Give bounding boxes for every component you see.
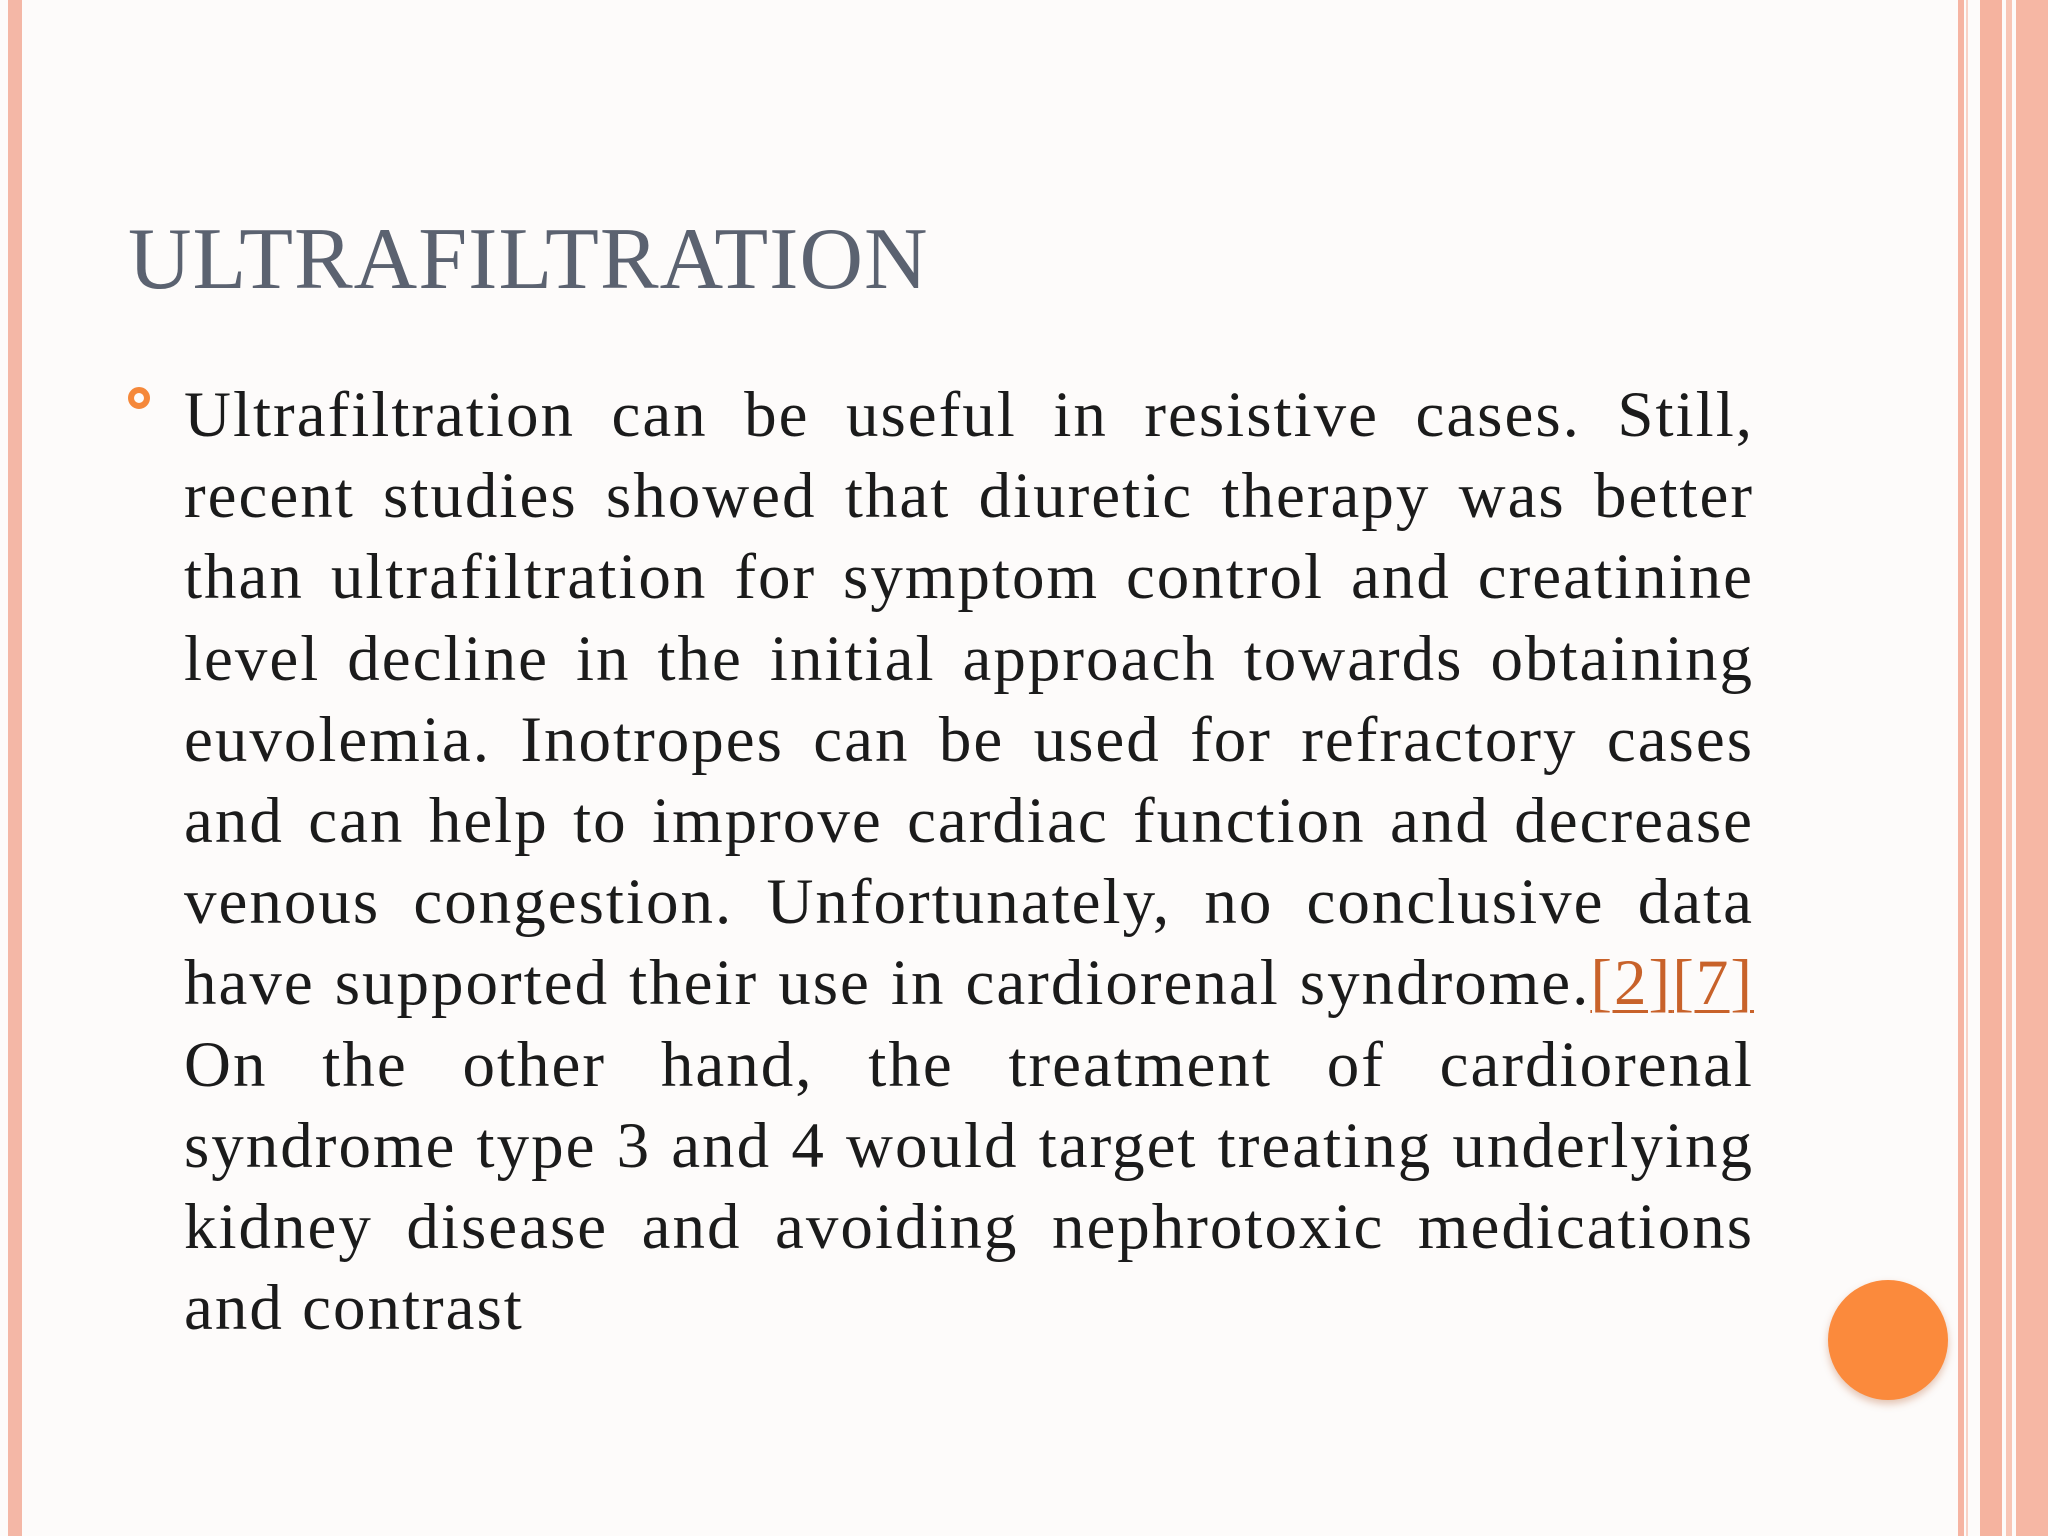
right-decorative-stripe bbox=[1958, 0, 1964, 1536]
right-decorative-stripe bbox=[2016, 0, 2048, 1536]
right-decorative-stripe bbox=[2006, 0, 2012, 1536]
reference-link-2[interactable]: [2] bbox=[1590, 947, 1673, 1020]
bullet-paragraph bbox=[184, 375, 1754, 1349]
hollow-circle-bullet-icon bbox=[128, 387, 150, 409]
orange-circle-decoration bbox=[1828, 1280, 1948, 1400]
bullet-text-part-1: Ultrafiltration can be useful in resistive cases. Still, recent studies showed that diuretic therapy was better than ultrafiltration for symptom control and creatinine level decline in the initial approach towards obtaining euvolemia. Inotropes can be used for refractory cases and can help to improve cardiac function and decrease venous congestion. Unfortunately, no conclusive data have supported their use in cardiorenal syndrome. bbox=[184, 379, 1754, 1020]
reference-link-7[interactable]: [7] bbox=[1672, 947, 1754, 1020]
slide-title: ULTRAFILTRATION bbox=[128, 211, 929, 308]
left-decorative-stripe bbox=[8, 0, 22, 1536]
bullet-text-part-2: On the other hand, the treatment of cardiorenal syndrome type 3 and 4 would target treating underlying kidney disease and avoiding nephrotoxic medications and contrast bbox=[184, 1028, 1754, 1345]
right-decorative-stripe bbox=[1966, 0, 1968, 1536]
right-decorative-stripe bbox=[1980, 0, 2002, 1536]
